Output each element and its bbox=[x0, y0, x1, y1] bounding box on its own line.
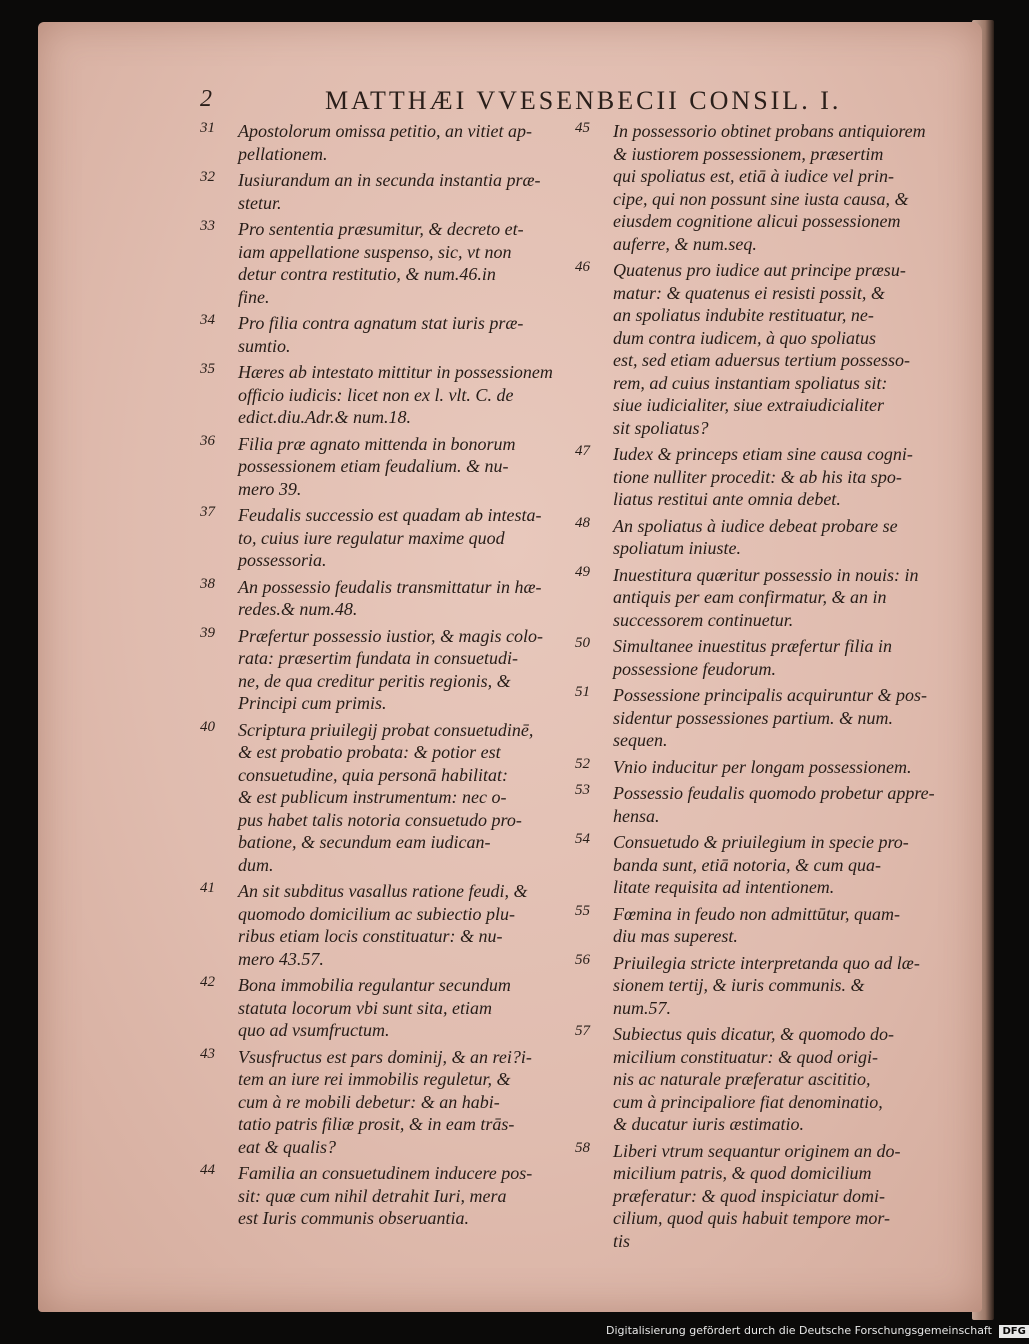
entry-number: 47 bbox=[575, 443, 590, 459]
running-title: MATTHÆI VVESENBECII CONSIL. I. bbox=[325, 86, 842, 115]
dfg-logo: DFG bbox=[999, 1325, 1028, 1338]
index-entry bbox=[575, 903, 945, 948]
index-entry bbox=[200, 576, 570, 621]
entry-text: Liberi vtrum sequantur originem an do- micilium patris, & quod domicilium præferatur: & quod inspiciatur domi- cilium, quod quis habuit tempore mor- tis bbox=[613, 1140, 901, 1251]
index-entry bbox=[200, 880, 570, 970]
index-entry bbox=[575, 756, 945, 779]
entry-text: Pro filia contra agnatum stat iuris præ- sumtio. bbox=[238, 313, 524, 356]
entry-text: Hæres ab intestato mittitur in possessionem officio iudicis: licet non ex l. vlt. C. de edict.diu.Adr.& num.18. bbox=[238, 362, 553, 427]
entry-text: Subiectus quis dicatur, & quomodo do- micilium constituatur: & quod origi- nis ac naturale præferatur ascititio, cum à principaliore fiat denominatio, & ducatur iuris æstimatio. bbox=[613, 1024, 894, 1134]
entry-number: 48 bbox=[575, 514, 590, 531]
entry-number: 41 bbox=[200, 880, 215, 896]
index-entry bbox=[575, 831, 945, 899]
page-header bbox=[60, 86, 850, 120]
entry-text: Possessione principalis acquiruntur & pos- sidentur possessiones partium. & num. sequen. bbox=[613, 685, 927, 750]
entry-text: Iusiurandum an in secunda instantia præ- stetur. bbox=[238, 170, 541, 213]
index-entry bbox=[575, 782, 945, 827]
entry-text: Apostolorum omissa petitio, an vitiet ap- pellationem. bbox=[238, 121, 532, 164]
entry-number: 55 bbox=[575, 902, 590, 919]
entry-text: Filia præ agnato mittenda in bonorum possessionem etiam feudalium. & nu- mero 39. bbox=[238, 433, 516, 499]
index-entry bbox=[200, 1162, 570, 1230]
entry-number: 58 bbox=[575, 1139, 590, 1156]
entry-number: 56 bbox=[575, 951, 590, 968]
entry-text: An spoliatus à iudice debeat probare se spoliatum iniuste. bbox=[613, 515, 898, 558]
entry-text: Inuestitura quæritur possessio in nouis: in antiquis per eam confirmatur, & an in successorem continuetur. bbox=[613, 564, 919, 630]
entry-text: Bona immobilia regulantur secundum statuta locorum vbi sunt sita, etiam quo ad vsumfructum. bbox=[238, 975, 511, 1040]
index-entry bbox=[575, 684, 945, 752]
index-entry bbox=[200, 218, 570, 308]
entry-text: Iudex & princeps etiam sine causa cogni- tione nulliter procedit: & ab his ita spo- liatus restitui ante omnia debet. bbox=[613, 444, 913, 509]
entry-text: Familia an consuetudinem inducere pos- sit: quæ cum nihil detrahit Iuri, mera est Iuris communis obseruantia. bbox=[238, 1163, 533, 1228]
index-entry bbox=[575, 443, 945, 511]
entry-number: 54 bbox=[575, 831, 590, 847]
entry-number: 43 bbox=[200, 1045, 215, 1062]
entry-number: 44 bbox=[200, 1162, 215, 1178]
index-entry bbox=[200, 625, 570, 715]
entry-text: Pro sententia præsumitur, & decreto et- iam appellatione suspenso, sic, vt non detur contra restitutio, & num.46.in fine. bbox=[238, 219, 524, 307]
credit-text: Digitalisierung gefördert durch die Deutsche Forschungsgemeinschaft bbox=[606, 1324, 992, 1337]
entry-text: Quatenus pro iudice aut principe præsu- matur: & quatenus ei resisti possit, & an spoliatus indubite restituatur, ne- dum contra iudicem, à quo spoliatus est, sed etiam aduersus tertium possesso- rem, ad cuius instantiam spoliatus sit: siue iudicialiter, siue extraiudicialiter sit spoliatus? bbox=[613, 260, 910, 438]
entry-number: 39 bbox=[200, 624, 215, 641]
entry-number: 32 bbox=[200, 169, 215, 185]
index-entry bbox=[575, 635, 945, 680]
entry-number: 36 bbox=[200, 432, 215, 449]
index-entry bbox=[200, 120, 570, 165]
entry-number: 40 bbox=[200, 718, 215, 735]
entry-number: 52 bbox=[575, 755, 590, 772]
index-entry bbox=[575, 515, 945, 560]
index-entry bbox=[200, 361, 570, 429]
entry-text: An sit subditus vasallus ratione feudi, & quomodo domicilium ac subiectio plu- ribus etiam locis constituatur: & nu- mero 43.57. bbox=[238, 881, 528, 969]
index-entry bbox=[200, 504, 570, 572]
entry-text: An possessio feudalis transmittatur in hæ- redes.& num.48. bbox=[238, 576, 542, 619]
index-entry bbox=[200, 719, 570, 877]
entry-number: 38 bbox=[200, 575, 215, 592]
entry-number: 31 bbox=[200, 120, 215, 136]
entry-text: Scriptura priuilegij probat consuetudinē, & est probatio probata: & potior est consuetudine, quia personā habilitat: & est publicum instrumentum: nec o- pus habet talis notoria consuetudo pro- batione, & secundum eam iudican- dum. bbox=[238, 719, 534, 875]
entry-number: 49 bbox=[575, 563, 590, 580]
entry-number: 53 bbox=[575, 782, 590, 798]
entry-text: Possessio feudalis quomodo probetur appre- hensa. bbox=[613, 783, 935, 826]
entry-text: Fœmina in feudo non admittūtur, quam- diu mas superest. bbox=[613, 903, 900, 946]
entry-text: Vnio inducitur per longam possessionem. bbox=[613, 756, 912, 777]
entry-number: 57 bbox=[575, 1023, 590, 1039]
right-column bbox=[575, 120, 945, 1256]
entry-number: 45 bbox=[575, 120, 590, 136]
index-entry bbox=[200, 1046, 570, 1159]
index-entry bbox=[575, 1023, 945, 1136]
index-entry bbox=[575, 120, 945, 255]
entry-number: 42 bbox=[200, 974, 215, 990]
entry-text: In possessorio obtinet probans antiquiorem & iustiorem possessionem, præsertim qui spoliatus est, etiā à iudice vel prin- cipe, qui non possunt sine iusta causa, & eiusdem cognitione alicui possessionem auferre, & num.seq. bbox=[613, 121, 926, 254]
entry-number: 51 bbox=[575, 684, 590, 700]
index-entry bbox=[200, 974, 570, 1042]
index-entry bbox=[575, 259, 945, 439]
entry-text: Priuilegia stricte interpretanda quo ad læ- sionem tertij, & iuris communis. & num.57. bbox=[613, 952, 920, 1018]
entry-number: 46 bbox=[575, 259, 590, 275]
index-entry bbox=[200, 169, 570, 214]
entry-number: 50 bbox=[575, 635, 590, 651]
left-column bbox=[200, 120, 570, 1234]
entry-number: 35 bbox=[200, 361, 215, 377]
entry-number: 33 bbox=[200, 218, 215, 234]
digitization-credit bbox=[606, 1324, 1026, 1340]
entry-text: Vsusfructus est pars dominij, & an rei?i- tem an iure rei immobilis reguletur, & cum à re mobili debetur: & an habi- tatio patris filiæ prosit, & in eam trās- eat & qualis? bbox=[238, 1046, 532, 1157]
entry-number: 37 bbox=[200, 504, 215, 520]
entry-text: Feudalis successio est quadam ab intesta- to, cuius iure regulatur maxime quod possessoria. bbox=[238, 505, 542, 570]
entry-text: Præfertur possessio iustior, & magis colo- rata: præsertim fundata in consuetudi- ne, de qua creditur peritis regionis, & Principi cum primis. bbox=[238, 625, 544, 713]
page-number: 2 bbox=[200, 86, 212, 112]
index-entry bbox=[200, 312, 570, 357]
index-entry bbox=[575, 1140, 945, 1253]
index-entry bbox=[575, 952, 945, 1020]
index-entry bbox=[200, 433, 570, 501]
entry-text: Consuetudo & priuilegium in specie pro- banda sunt, etiā notoria, & cum qua- litate requisita ad intentionem. bbox=[613, 832, 909, 897]
entry-number: 34 bbox=[200, 312, 215, 328]
entry-text: Simultanee inuestitus præfertur filia in possessione feudorum. bbox=[613, 636, 892, 679]
index-entry bbox=[575, 564, 945, 632]
